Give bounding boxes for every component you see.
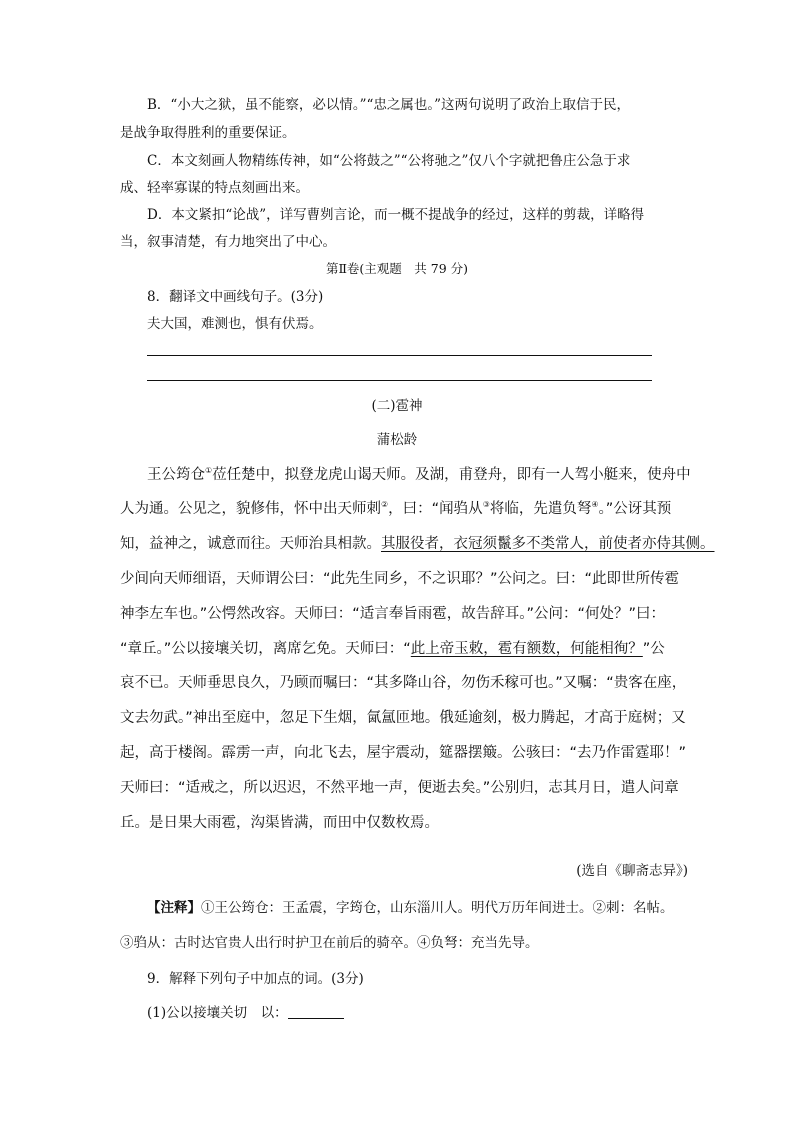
passage-line-3: 知，益神之，诚意而往。天师治具相款。其服役者，衣冠须鬣多不类常人，前使者亦侍其侧。 xyxy=(120,536,715,552)
passage-line-10: 天师曰：“适戒之，所以迟迟，不然平地一声，便逝去矣。”公别归，志其月日，遣人问章 xyxy=(120,780,679,796)
option-d-line2: 当，叙事清楚，有力地突出了中心。 xyxy=(120,234,336,250)
note-marker-4: ④ xyxy=(591,500,599,509)
option-b-line1: B．“小大之狱，虽不能察，必以情。”“忠之属也。”这两句说明了政治上取信于民， xyxy=(147,97,631,113)
annotation-line-1: 【注释】①王公筠仓：王孟震，字筠仓，山东淄川人。明代万历年间进士。②刺：名帖。 xyxy=(147,900,674,916)
answer-blank[interactable] xyxy=(288,1005,344,1019)
question-8: 8．翻译文中画线句子。(3分) xyxy=(147,289,324,305)
passage-line-2: 人为通。公见之，貌修伟，怀中出天师刺②，曰：“闻驺从③将临，先遣负弩④。”公讶其预 xyxy=(120,500,672,517)
passage-line-4: 少间向天师细语，天师谓公曰：“此先生同乡，不之识耶？”公问之。曰：“此即世所传雹 xyxy=(120,571,680,587)
passage-author: 蒲松龄 xyxy=(376,432,418,448)
option-d-line1: D．本文紧扣“论战”，详写曹刿言论，而一概不提战争的经过，这样的剪裁，详略得 xyxy=(147,207,645,223)
question-9: 9．解释下列句子中加点的词。(3分) xyxy=(147,971,364,987)
option-c-line2: 成、轻率寡谋的特点刻画出来。 xyxy=(120,180,309,196)
question-9-item-1: (1)公以接壤关切 以： xyxy=(147,1003,344,1023)
note-marker-1: ① xyxy=(205,466,213,475)
section-title: 第Ⅱ卷(主观题 共 79 分) xyxy=(325,261,469,276)
passage-line-7: 哀不已。天师垂思良久，乃顾而嘱曰：“其多降山谷，勿伤禾稼可也。”又嘱：“贵客在座， xyxy=(120,675,687,691)
question-8-sentence: 夫大国，难测也，惧有伏焉。 xyxy=(147,316,323,332)
underlined-sentence-1: 其服役者，衣冠须鬣多不类常人，前使者亦侍其侧。 xyxy=(381,536,715,552)
annotation-line-2: ③驺从：古时达官贵人出行时护卫在前后的骑卒。④负弩：充当先导。 xyxy=(120,935,539,951)
option-b-line2: 是战争取得胜利的重要保证。 xyxy=(120,125,296,141)
passage-title: (二)雹神 xyxy=(371,398,423,414)
answer-line-1[interactable] xyxy=(147,355,652,356)
annotation-label: 【注释】 xyxy=(147,900,201,916)
note-marker-3: ③ xyxy=(482,500,490,509)
passage-line-8: 文去勿武。”神出至庭中，忽足下生烟，氤氲匝地。俄延逾刻，极力腾起，才高于庭树；又 xyxy=(120,710,686,726)
note-marker-2: ② xyxy=(381,500,389,509)
passage-line-6: “章丘。”公以接壤关切，离席乞免。天师曰：“此上帝玉敕，雹有额数，何能相徇？”公 xyxy=(120,641,665,657)
option-c-line1: C．本文刻画人物精练传神，如“公将鼓之”“公将驰之”仅八个字就把鲁庄公急于求 xyxy=(147,153,631,169)
answer-line-2[interactable] xyxy=(147,380,652,381)
passage-line-1: 王公筠仓①莅任楚中，拟登龙虎山谒天师。及湖，甫登舟，即有一人驾小艇来，使舟中 xyxy=(147,466,691,483)
passage-line-5: 神李左车也。”公愕然改容。天师曰：“适言奉旨雨雹，故告辞耳。”公问：“何处？”曰： xyxy=(120,606,666,622)
passage-line-11: 丘。是日果大雨雹，沟渠皆满，而田中仅数枚焉。 xyxy=(120,815,439,831)
passage-line-9: 起，高于楼阁。霹雳一声，向北飞去，屋宇震动，筵器摆簸。公骇曰：“去乃作雷霆耶！” xyxy=(120,745,687,761)
underlined-sentence-2: 此上帝玉敕，雹有额数，何能相徇？ xyxy=(410,641,643,657)
passage-source: (选自《聊斋志异》) xyxy=(576,863,688,879)
